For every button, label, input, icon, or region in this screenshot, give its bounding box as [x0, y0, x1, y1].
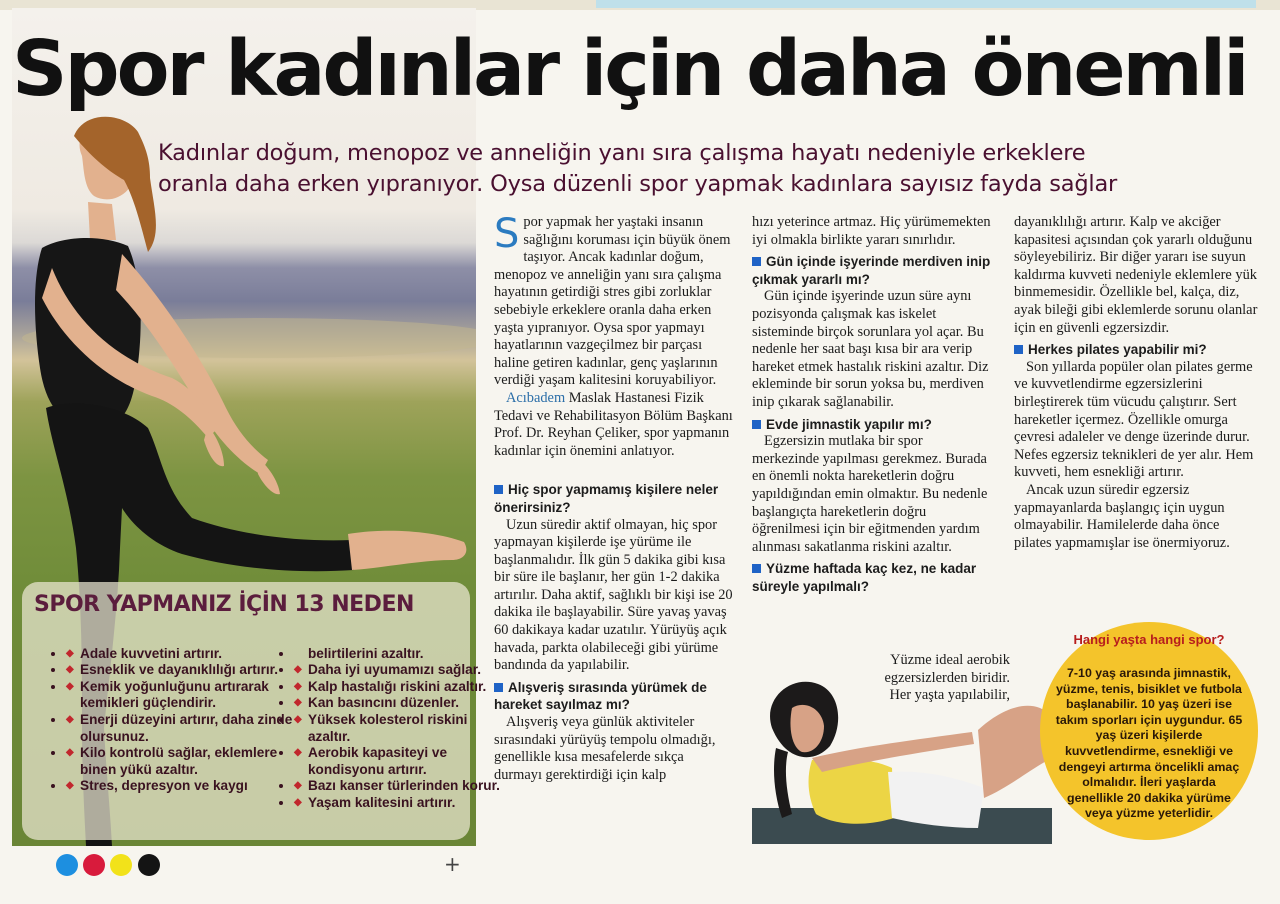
intro-text: por yapmak her yaştaki insanın sağlığını koruması için büyük önem taşıyor. Ancak kadınlar doğum, menopoz ve anneliğin yanı sıra çalışma hayatının getirdiği stres gibi zorluklar sebebiyle erkeklere oranla daha erken yaşta yıpranıyor. Oysa spor yapmayı hayatlarının vazgeçilmez bir parçası haline getiren kadınlar, genç yaşlarının verdiği yaşam kalitesini koruyabiliyor.: [494, 214, 731, 389]
top-band-accent: [596, 0, 1256, 8]
answer-paragraph: Alışveriş veya günlük aktiviteler sırasındaki yürüyüş tempolu olmadığı, genellikle kısa mesafelerde sıkça durmayı gerektirdiği için kalp: [494, 714, 716, 783]
square-bullet-icon: [752, 564, 761, 573]
reason-item: ◆ • Daha iyi uyumamızı sağlar.: [294, 662, 510, 679]
article-column-3: [1014, 214, 1260, 552]
reason-item: ◆ • Stres, depresyon ve kaygı: [66, 778, 294, 795]
question-heading: [752, 560, 992, 595]
reason-item: ◆ • Kilo kontrolü sağlar, eklemlere binen yükü azaltır.: [66, 745, 294, 778]
square-bullet-icon: [752, 257, 761, 266]
intro-paragraph-2: [494, 390, 734, 460]
question-heading: [494, 679, 734, 714]
reasons-title: SPOR YAPMANIZ İÇİN 13 NEDEN: [34, 592, 414, 617]
answer-paragraph: hızı yeterince artmaz. Hiç yürümemekten iyi olmakla birlikte yararı sınırlıdır.: [752, 214, 991, 248]
square-bullet-icon: [1014, 345, 1023, 354]
reason-item: ◆ • Enerji düzeyini artırır, daha zinde olursunuz.: [66, 712, 294, 745]
question-text: Yüzme haftada kaç kez, ne kadar süreyle yapılmalı?: [752, 561, 977, 594]
age-sports-title: Hangi yaşta hangi spor?: [1073, 632, 1225, 647]
answer-paragraph: Uzun süredir aktif olmayan, hiç spor yapmayan kişilerde işe yürüme ile başlanmalıdır. İlk gün 5 dakika gibi kısa bir süre ile başlanır, her gün 1-2 dakika artırılır. Daha aktif, sağlıklı bir kişi ise 20 dakika ile başlayabilir. Süre yavaş yavaş 60 dakikaya kadar uzatılır. Yürüyüş açık havada, parkta olabileceği gibi yürüme bandında da yapılabilir.: [494, 516, 733, 674]
article-column-2: [752, 214, 992, 595]
intro2-text: Maslak Hastanesi Fizik Tedavi ve Rehabilitasyon Bölüm Başkanı Prof. Dr. Reyhan Çeliker, spor yapmanın kadınlar için önemini anlatıyor.: [494, 389, 733, 459]
reason-item: ◆ • Yüksek kolesterol riskini azaltır.: [294, 712, 510, 745]
reason-item: ◆ • Kalp hastalığı riskini azaltır.: [294, 679, 510, 696]
question-text: Herkes pilates yapabilir mi?: [1028, 342, 1207, 358]
color-registration-dots: [56, 854, 166, 878]
headline: Spor kadınlar için daha önemli: [12, 25, 1247, 114]
question-text: Gün içinde işyerinde merdiven inip çıkmak yararlı mı?: [752, 254, 991, 287]
reason-item: ◆ • Adale kuvvetini artırır.: [66, 646, 294, 663]
question-heading: [1014, 341, 1260, 359]
reason-item: ◆ • Kemik yoğunluğunu artırarak kemikleri güçlendirir.: [66, 679, 294, 712]
reasons-list-right: [254, 646, 510, 812]
answer-line: Yüzme ideal aerobik: [890, 652, 1010, 668]
swimming-answer-start: [840, 652, 1010, 705]
reason-item: ◆ • Esneklik ve dayanıklılığı artırır.: [66, 662, 294, 679]
question-text: Hiç spor yapmamış kişilere neler önerirsiniz?: [494, 482, 719, 515]
square-bullet-icon: [494, 485, 503, 494]
square-bullet-icon: [752, 420, 761, 429]
answer-paragraph: dayanıklılığı artırır. Kalp ve akciğer kapasitesi açısından çok yararlı olduğunu söyleyebiliriz. Bir diğer yararı ise suyun kaldırma kuvveti nedeniyle eklemlere yük binmemesidir. Özellikle bel, kalça, diz, ayak bileği gibi eklemlerde sorunu olanlar için en güvenli egzersizdir.: [1014, 214, 1258, 336]
reason-item: ◆ • Yaşam kalitesini artırır.: [294, 795, 510, 812]
hospital-brand: Acıbadem: [506, 389, 566, 406]
question-heading: [752, 416, 992, 434]
answer-paragraph: Gün içinde işyerinde uzun süre aynı pozisyonda çalışmak kas iskelet sisteminde birçok sorunlara yol açar. Bu nedenle her saat başı kısa bir ara verip hareket etmek hastalık riskini azaltır. Diz ekleminde bir sorun yoksa bu, merdiven inip çıkarak sağlanabilir.: [752, 288, 989, 410]
drop-cap: S: [494, 211, 520, 257]
registration-dot: [56, 854, 78, 876]
subhead-line: Kadınlar doğum, menopoz ve anneliğin yanı sıra çalışma hayatı nedeniyle erkeklere: [158, 140, 1086, 166]
answer-line: Her yaşta yapılabilir,: [889, 687, 1010, 704]
crop-mark-icon: +: [444, 852, 461, 876]
answer-paragraph: Son yıllarda popüler olan pilates germe ve kuvvetlendirme egzersizlerini birleştirerek tüm vücudu çalıştırır. Sert hareketler içermez. Özellikle omurga çevresi adaleler ve denge üzerinde durur. Nefes egzersiz teknikleri de yer alır. Hem kuvveti, hem esnekliği artırır.: [1014, 358, 1254, 481]
age-sports-text: 7-10 yaş arasında jimnastik, yüzme, tenis, bisiklet ve futbola başlanabilir. 10 yaş üzeri ise takım sporları için uygundur. 65 yaş üzeri kişilerde kuvvetlendirme, esnekliği ve dengeyi artırma öncelikli amaç olmalıdır. İleri yaşlarda genellikle 20 dakika yürüme veya yüzme yeterlidir.: [1055, 666, 1243, 821]
registration-dot: [110, 854, 132, 876]
subhead-line: oranla daha erken yıpranıyor. Oysa düzenli spor yapmak kadınlara sayısız fayda sağlar: [158, 171, 1118, 197]
question-text: Alışveriş sırasında yürümek de hareket sayılmaz mı?: [494, 679, 707, 713]
answer-paragraph: Ancak uzun süredir egzersiz yapmayanlarda başlangıç için uygun olmayabilir. Hamilelerde daha önce pilates yapmamışlar ise önermiyoruz.: [1014, 481, 1230, 551]
reason-item: ◆ • Bazı kanser türlerinden korur.: [294, 778, 510, 795]
reason-item: • belirtilerini azaltır.: [294, 646, 510, 663]
question-text: Evde jimnastik yapılır mı?: [766, 416, 932, 432]
intro-paragraph: [494, 211, 734, 390]
question-heading: [494, 481, 734, 516]
subhead: [158, 138, 1258, 200]
answer-paragraph: Egzersizin mutlaka bir spor merkezinde yapılması gerekmez. Burada en önemli nokta hareketlerin doğru yapıldığından emin olmaktır. Bu nedenle başlangıçta hareketlerin doğru öğrenilmesi için bir eğitmenden yardım alınması sakatlanma riskini azaltır.: [752, 433, 988, 555]
article-column-1: [494, 211, 734, 784]
registration-dot: [138, 854, 160, 876]
registration-dot: [83, 854, 105, 876]
reason-item: ◆ • Aerobik kapasiteyi ve kondisyonu artırır.: [294, 745, 510, 778]
reason-item: ◆ • Kan basıncını düzenler.: [294, 695, 510, 712]
answer-line: egzersizlerden biridir.: [884, 669, 1010, 686]
question-heading: [752, 253, 992, 288]
